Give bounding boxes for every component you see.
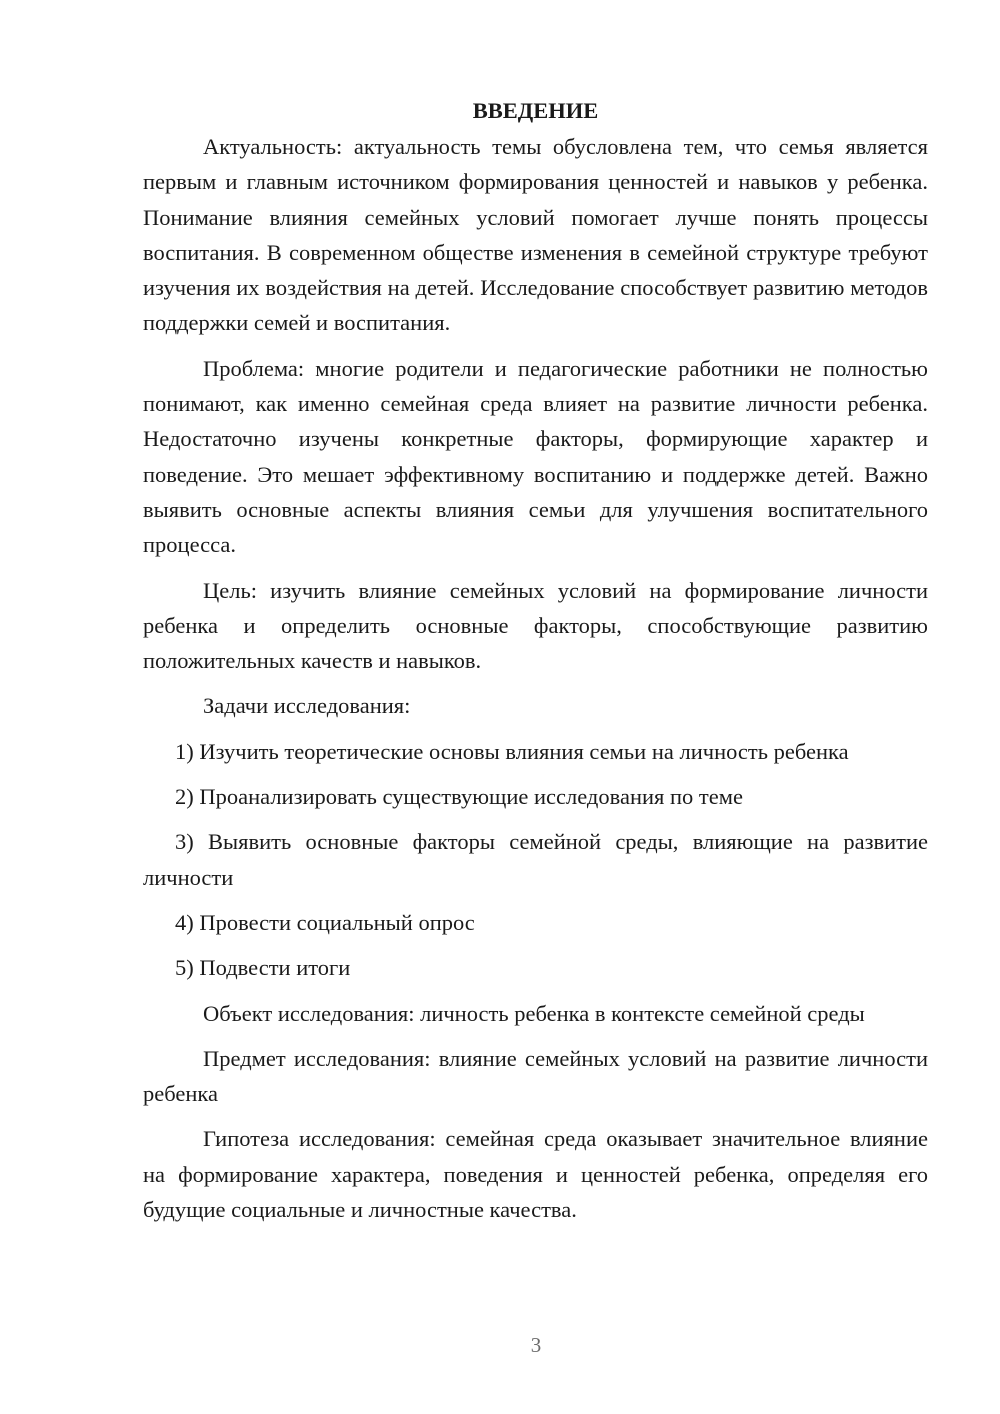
subject-paragraph: Предмет исследования: влияние семейных условий на развитие личности ребенка xyxy=(143,1045,928,1107)
task-item: 5) Подвести итоги xyxy=(175,955,351,981)
hypothesis-paragraph: Гипотеза исследования: семейная среда оказывает значительное влияние на формирование характера, поведения и ценностей ребенка, определяя его будущие социальные и личностные качества. xyxy=(143,1126,928,1223)
relevance-paragraph: Актуальность: актуальность темы обусловлена тем, что семья является первым и главным источником формирования ценностей и навыков у ребенка. Понимание влияния семейных условий помогает лучше понять процессы воспитания. В современном обществе изменения в семейной структуре требуют изучения их воздействия на детей. Исследование способствует развитию методов поддержки семей и воспитания. xyxy=(143,134,928,336)
goal-paragraph: Цель: изучить влияние семейных условий на формирование личности ребенка и определить основные факторы, способствующие развитию положительных качеств и навыков. xyxy=(143,577,928,674)
tasks-heading: Задачи исследования: xyxy=(203,693,411,719)
task-item: 1) Изучить теоретические основы влияния семьи на личность ребенка xyxy=(175,738,849,764)
task-item: 4) Провести социальный опрос xyxy=(175,909,475,935)
object-paragraph: Объект исследования: личность ребенка в контексте семейной среды xyxy=(203,1000,865,1026)
page-content xyxy=(143,92,928,1237)
task-item: 2) Проанализировать существующие исследования по теме xyxy=(175,784,743,810)
problem-paragraph: Проблема: многие родители и педагогические работники не полностью понимают, как именно семейная среда влияет на развитие личности ребенка. Недостаточно изучены конкретные факторы, формирующие характер и поведение. Это мешает эффективному воспитанию и поддержке детей. Важно выявить основные аспекты влияния семьи для улучшения воспитательного процесса. xyxy=(143,355,928,558)
task-item: 3) Выявить основные факторы семейной среды, влияющие на развитие личности xyxy=(143,829,928,890)
page-number: 3 xyxy=(530,1333,542,1357)
section-title: ВВЕДЕНИЕ xyxy=(472,98,599,123)
